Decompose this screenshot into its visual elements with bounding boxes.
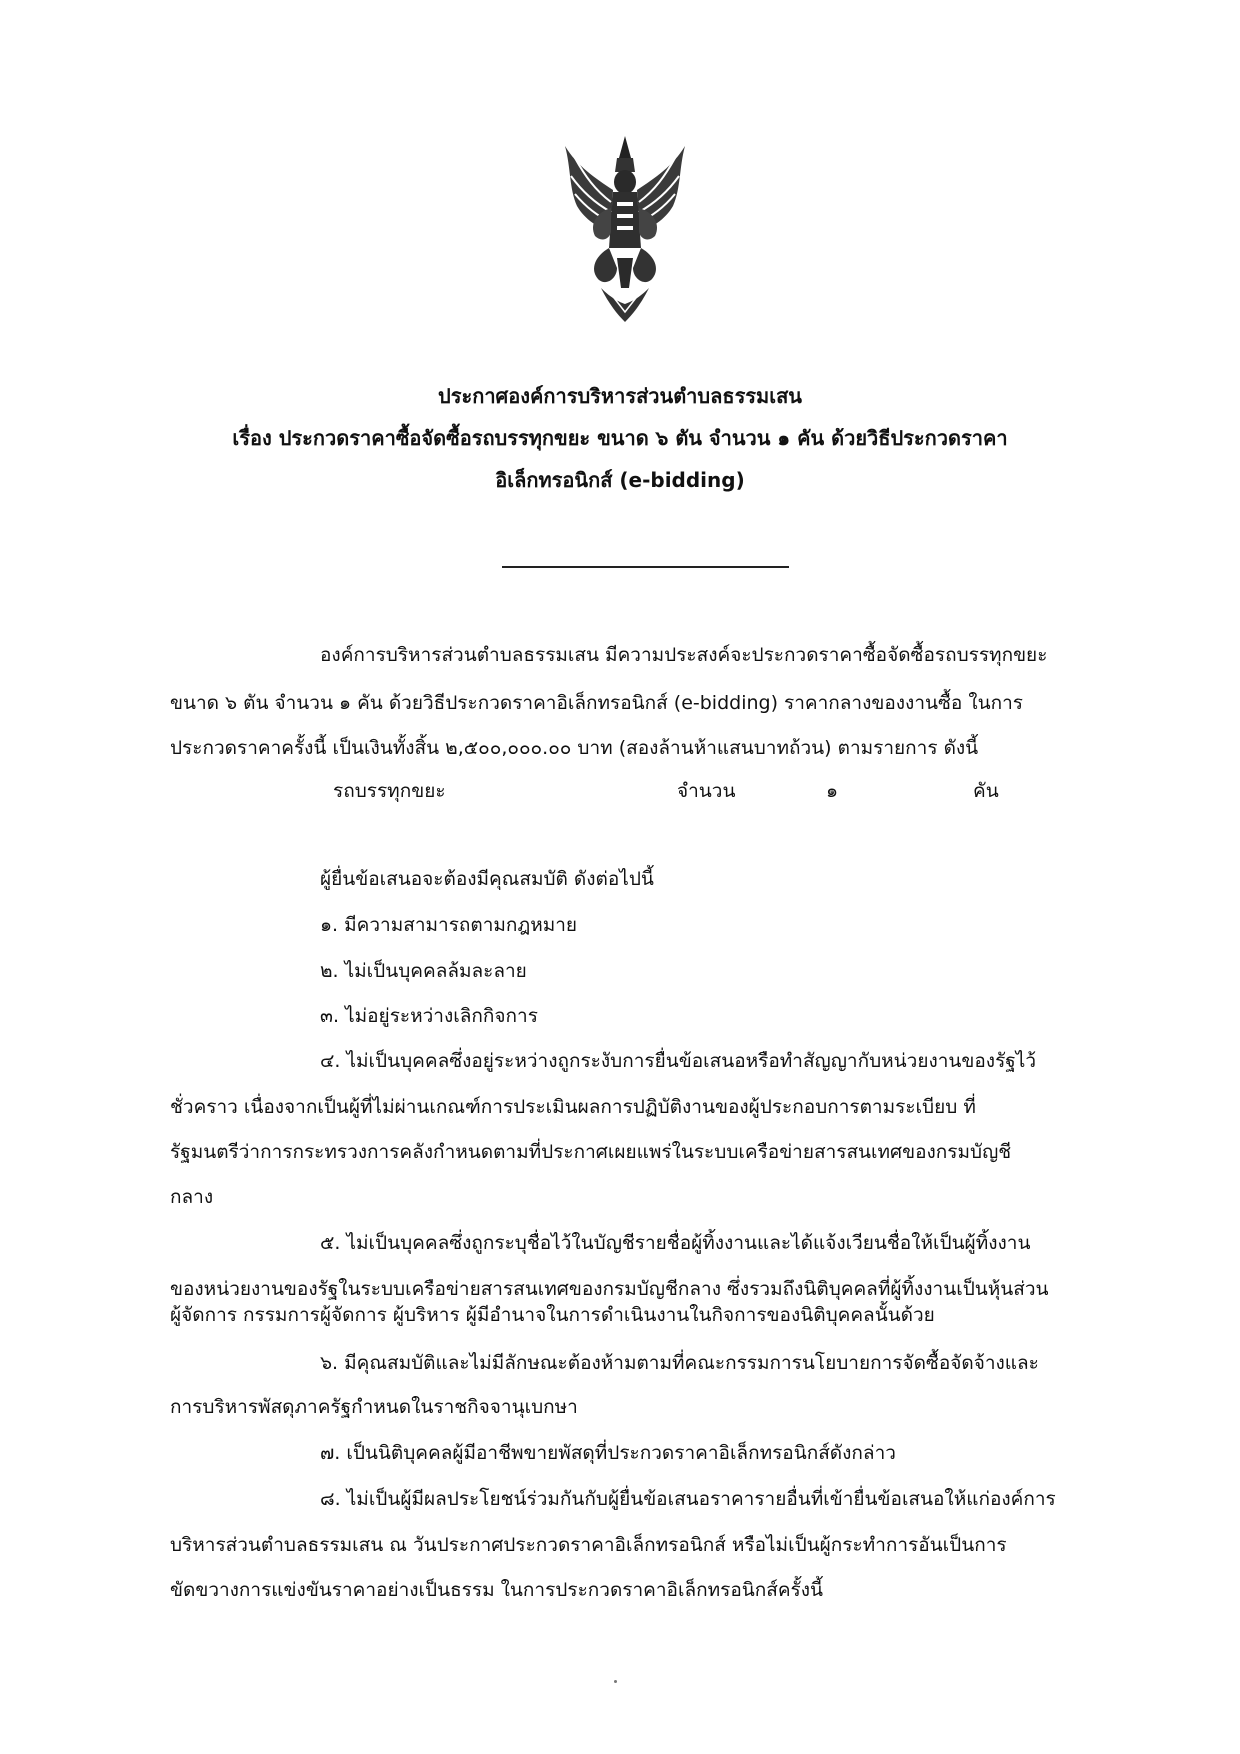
- intro-line-3: ประกวดราคาครั้งนี้ เป็นเงินทั้งสิ้น ๒,๕๐๐,๐๐๐.๐๐ บาท (สองล้านห้าแสนบาทถ้วน) ตามรายการ ดังนี้: [170, 737, 979, 759]
- qualification-6-line-1: ๖. มีคุณสมบัติและไม่มีลักษณะต้องห้ามตามที่คณะกรรมการนโยบายการจัดซื้อจัดจ้างและ: [320, 1352, 1039, 1374]
- announcement-subject-cont: อิเล็กทรอนิกส์ (e-bidding): [495, 468, 745, 492]
- qualification-5-line-1: ๕. ไม่เป็นบุคคลซึ่งถูกระบุชื่อไว้ในบัญชีรายชื่อผู้ทิ้งงานและได้แจ้งเวียนชื่อให้เป็นผู้ทิ้งงาน: [320, 1232, 1031, 1254]
- intro-line-2: ขนาด ๖ ตัน จำนวน ๑ คัน ด้วยวิธีประกวดราคาอิเล็กทรอนิกส์ (e-bidding) ราคากลางของงานซื้อ ในการ: [170, 692, 1023, 714]
- garuda-emblem-icon: [555, 128, 695, 328]
- qualification-6-line-2: การบริหารพัสดุภาครัฐกำหนดในราชกิจจานุเบกษา: [170, 1396, 578, 1418]
- scan-speck: [614, 1680, 617, 1683]
- qualification-2: ๒. ไม่เป็นบุคคลล้มละลาย: [320, 960, 527, 982]
- qualifications-heading: ผู้ยื่นข้อเสนอจะต้องมีคุณสมบัติ ดังต่อไปนี้: [320, 868, 654, 890]
- qualification-8-line-1: ๘. ไม่เป็นผู้มีผลประโยชน์ร่วมกันกับผู้ยื่นข้อเสนอราคารายอื่นที่เข้ายื่นข้อเสนอให้แก่องค์การ: [320, 1488, 1056, 1510]
- item-qty-label: จำนวน: [677, 780, 736, 802]
- qualification-4-line-4: กลาง: [170, 1186, 214, 1208]
- qualification-4-line-3: รัฐมนตรีว่าการกระทรวงการคลังกำหนดตามที่ประกาศเผยแพร่ในระบบเครือข่ายสารสนเทศของกรมบัญชี: [170, 1141, 1012, 1163]
- qualification-1: ๑. มีความสามารถตามกฎหมาย: [320, 914, 578, 936]
- item-name: รถบรรทุกขยะ: [333, 780, 446, 802]
- intro-line-1: องค์การบริหารส่วนตำบลธรรมเสน มีความประสงค์จะประกวดราคาซื้อจัดซื้อรถบรรทุกขยะ: [320, 644, 1048, 666]
- title-divider: [502, 566, 789, 568]
- qualification-5-line-2: ของหน่วยงานของรัฐในระบบเครือข่ายสารสนเทศของกรมบัญชีกลาง ซึ่งรวมถึงนิติบุคคลที่ผู้ทิ้งงานเป็นหุ้นส่วน: [170, 1278, 1049, 1300]
- qualification-8-line-3: ขัดขวางการแข่งขันราคาอย่างเป็นธรรม ในการประกวดราคาอิเล็กทรอนิกส์ครั้งนี้: [170, 1579, 823, 1601]
- qualification-7: ๗. เป็นนิติบุคคลผู้มีอาชีพขายพัสดุที่ประกวดราคาอิเล็กทรอนิกส์ดังกล่าว: [320, 1442, 896, 1464]
- item-row: [0, 776, 1240, 806]
- qualification-5-line-3: ผู้จัดการ กรรมการผู้จัดการ ผู้บริหาร ผู้มีอำนาจในการดำเนินงานในกิจการของนิติบุคคลนั้นด้วย: [170, 1304, 935, 1326]
- item-qty: ๑: [826, 780, 839, 802]
- qualification-4-line-1: ๔. ไม่เป็นบุคคลซึ่งอยู่ระหว่างถูกระงับการยื่นข้อเสนอหรือทำสัญญากับหน่วยงานของรัฐไว้: [320, 1050, 1036, 1072]
- item-unit: คัน: [973, 780, 999, 802]
- qualification-4-line-2: ชั่วคราว เนื่องจากเป็นผู้ที่ไม่ผ่านเกณฑ์การประเมินผลการปฏิบัติงานของผู้ประกอบการตามระเบียบ ที่: [170, 1096, 976, 1118]
- qualification-8-line-2: บริหารส่วนตำบลธรรมเสน ณ วันประกาศประกวดราคาอิเล็กทรอนิกส์ หรือไม่เป็นผู้กระทำการอันเป็นการ: [170, 1534, 1007, 1556]
- qualification-3: ๓. ไม่อยู่ระหว่างเลิกกิจการ: [320, 1005, 538, 1027]
- announcement-subject: เรื่อง ประกวดราคาซื้อจัดซื้อรถบรรทุกขยะ ขนาด ๖ ตัน จำนวน ๑ คัน ด้วยวิธีประกวดราคา: [232, 426, 1008, 450]
- announcement-title: ประกาศองค์การบริหารส่วนตำบลธรรมเสน: [438, 384, 802, 408]
